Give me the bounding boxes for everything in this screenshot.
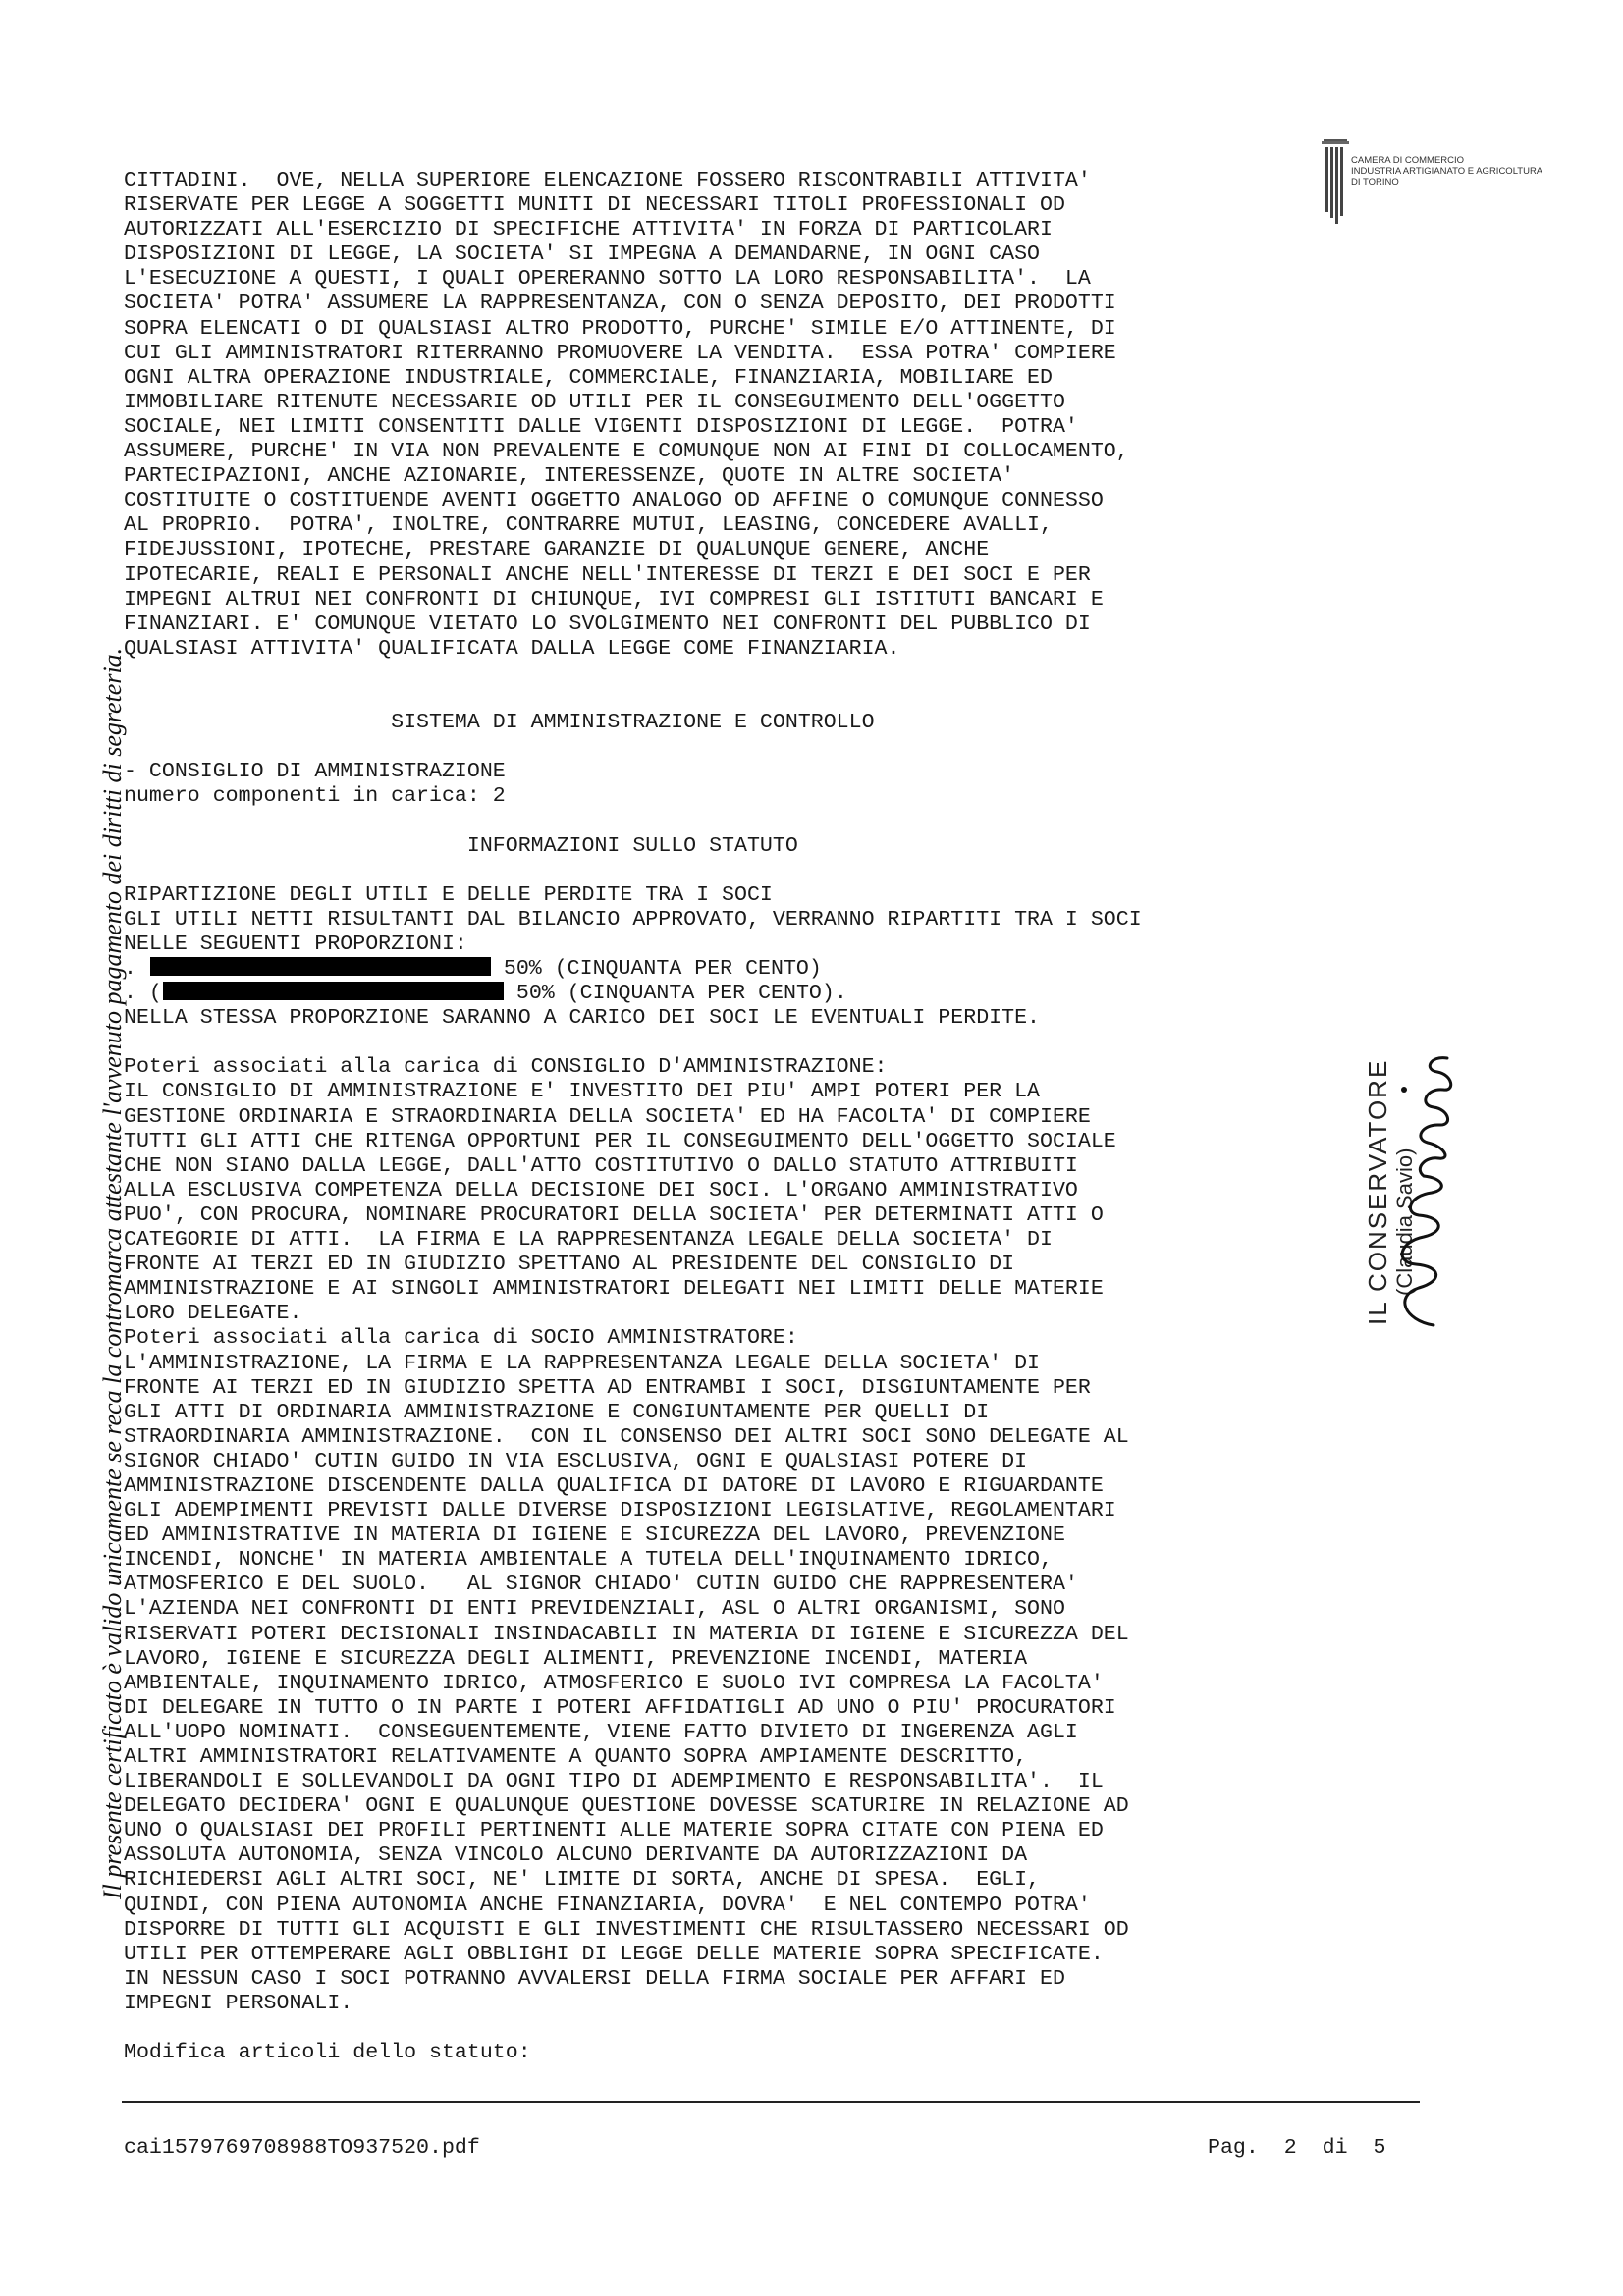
text-line bbox=[124, 2016, 1400, 2041]
text-line: PUO', CON PROCURA, NOMINARE PROCURATORI DELLA SOCIETA' PER DETERMINATI ATTI O bbox=[124, 1202, 1104, 1227]
text-line: SOCIALE, NEI LIMITI CONSENTITI DALLE VIGENTI DISPOSIZIONI DI LEGGE. POTRA' bbox=[124, 414, 1078, 439]
footer-filename: cai1579769708988TO937520.pdf bbox=[124, 2136, 480, 2160]
text-line: AL PROPRIO. POTRA', INOLTRE, CONTRARRE MUTUI, LEASING, CONCEDERE AVALLI, bbox=[124, 513, 1053, 538]
text-line: CUI GLI AMMINISTRATORI RITERRANNO PROMUOVERE LA VENDITA. ESSA POTRA' COMPIERE bbox=[124, 341, 1116, 365]
text-line: L'AZIENDA NEI CONFRONTI DI ENTI PREVIDENZIALI, ASL O ALTRI ORGANISMI, SONO bbox=[124, 1597, 1065, 1622]
footer-page-number bbox=[1208, 2136, 1385, 2160]
text-line: GLI ADEMPIMENTI PREVISTI DALLE DIVERSE DISPOSIZIONI LEGISLATIVE, REGOLAMENTARI bbox=[124, 1499, 1116, 1523]
text-line: IL CONSIGLIO DI AMMINISTRAZIONE E' INVESTITO DEI PIU' AMPI POTERI PER LA bbox=[124, 1080, 1041, 1104]
text-line: LIBERANDOLI E SOLLEVANDOLI DA OGNI TIPO DI ADEMPIMENTO E RESPONSABILITA'. IL bbox=[124, 1770, 1104, 1794]
page-sep: di bbox=[1322, 2136, 1348, 2160]
share-percentage: 50% (CINQUANTA PER CENTO). bbox=[515, 982, 847, 1006]
text-line: AMMINISTRAZIONE E AI SINGOLI AMMINISTRATORI DELEGATI NEI LIMITI DELLE MATERIE bbox=[124, 1277, 1104, 1302]
share-prefix: . bbox=[124, 957, 149, 981]
text-line: COSTITUITE O COSTITUENDE AVENTI OGGETTO ANALOGO OD AFFINE O COMUNQUE CONNESSO bbox=[124, 489, 1104, 513]
text-line: FRONTE AI TERZI ED IN GIUDIZIO SPETTANO AL PRESIDENTE DEL CONSIGLIO DI bbox=[124, 1253, 1015, 1277]
text-line: ALTRI AMMINISTRATORI RELATIVAMENTE A QUANTO SOPRA AMPIAMENTE DESCRITTO, bbox=[124, 1745, 1028, 1769]
text-line: CHE NON SIANO DALLA LEGGE, DALL'ATTO COSTITUTIVO O DALLO STATUTO ATTRIBUITI bbox=[124, 1153, 1078, 1178]
text-line: RISERVATE PER LEGGE A SOGGETTI MUNITI DI NECESSARI TITOLI PROFESSIONALI OD bbox=[124, 193, 1065, 218]
redacted-share-row bbox=[124, 982, 1400, 1006]
text-line: LORO DELEGATE. bbox=[124, 1302, 302, 1326]
text-line: Modifica articoli dello statuto: bbox=[124, 2041, 531, 2065]
page-label: Pag. bbox=[1208, 2136, 1259, 2160]
text-line: SOCIETA' POTRA' ASSUMERE LA RAPPRESENTANZA, CON O SENZA DEPOSITO, DEI PRODOTTI bbox=[124, 292, 1116, 316]
text-line: CATEGORIE DI ATTI. LA FIRMA E LA RAPPRESENTANZA LEGALE DELLA SOCIETA' DI bbox=[124, 1228, 1053, 1253]
text-line: L'AMMINISTRAZIONE, LA FIRMA E LA RAPPRESENTANZA LEGALE DELLA SOCIETA' DI bbox=[124, 1351, 1041, 1375]
text-line: IMMOBILIARE RITENUTE NECESSARIE OD UTILI PER IL CONSEGUIMENTO DELL'OGGETTO bbox=[124, 390, 1065, 414]
text-line: AMMINISTRAZIONE DISCENDENTE DALLA QUALIFICA DI DATORE DI LAVORO E RIGUARDANTE bbox=[124, 1473, 1104, 1498]
document-body bbox=[124, 169, 1400, 2065]
text-line: ASSOLUTA AUTONOMIA, SENZA VINCOLO ALCUNO DERIVANTE DA AUTORIZZAZIONI DA bbox=[124, 1843, 1028, 1868]
text-line: RISERVATI POTERI DECISIONALI INSINDACABILI IN MATERIA DI IGIENE E SICUREZZA DEL bbox=[124, 1622, 1129, 1646]
text-line: QUINDI, CON PIENA AUTONOMIA ANCHE FINANZIARIA, DOVRA' E NEL CONTEMPO POTRA' bbox=[124, 1893, 1091, 1917]
text-line bbox=[124, 735, 1400, 760]
logo-line-1: CAMERA DI COMMERCIO bbox=[1351, 155, 1465, 166]
text-line: UNO O QUALSIASI DEI PROFILI PERTINENTI ALLE MATERIE SOPRA CITATE CON PIENA ED bbox=[124, 1819, 1104, 1843]
text-line: SISTEMA DI AMMINISTRAZIONE E CONTROLLO bbox=[124, 711, 875, 735]
text-line: GESTIONE ORDINARIA E STRAORDINARIA DELLA SOCIETA' ED HA FACOLTA' DI COMPIERE bbox=[124, 1104, 1091, 1129]
text-line: numero componenti in carica: 2 bbox=[124, 784, 506, 809]
text-line: UTILI PER OTTEMPERARE AGLI OBBLIGHI DI LEGGE DELLE MATERIE SOPRA SPECIFICATE. bbox=[124, 1942, 1104, 1966]
text-line bbox=[124, 859, 1400, 883]
text-line: DISPOSIZIONI DI LEGGE, LA SOCIETA' SI IMPEGNA A DEMANDARNE, IN OGNI CASO bbox=[124, 242, 1041, 267]
text-line: ALL'UOPO NOMINATI. CONSEGUENTEMENTE, VIENE FATTO DIVIETO DI INGERENZA AGLI bbox=[124, 1720, 1078, 1744]
redaction-bar bbox=[150, 957, 491, 976]
text-line: NELLE SEGUENTI PROPORZIONI: bbox=[124, 932, 467, 956]
text-line bbox=[124, 662, 1400, 686]
text-line bbox=[124, 686, 1400, 711]
text-line: STRAORDINARIA AMMINISTRAZIONE. CON IL CONSENSO DEI ALTRI SOCI SONO DELEGATE AL bbox=[124, 1424, 1129, 1449]
text-line: TUTTI GLI ATTI CHE RITENGA OPPORTUNI PER IL CONSEGUIMENTO DELL'OGGETTO SOCIALE bbox=[124, 1129, 1116, 1153]
logo-line-2: INDUSTRIA ARTIGIANATO E AGRICOLTURA bbox=[1351, 166, 1543, 177]
text-line: GLI ATTI DI ORDINARIA AMMINISTRAZIONE E CONGIUNTAMENTE PER QUELLI DI bbox=[124, 1400, 990, 1424]
text-line: IPOTECARIE, REALI E PERSONALI ANCHE NELL'INTERESSE DI TERZI E DEI SOCI E PER bbox=[124, 562, 1091, 587]
stamp-name: (Claudia Savio) bbox=[1392, 1148, 1417, 1296]
text-line: QUALSIASI ATTIVITA' QUALIFICATA DALLA LEGGE COME FINANZIARIA. bbox=[124, 636, 900, 661]
handwritten-signature-icon bbox=[1365, 1031, 1473, 1345]
text-line: FRONTE AI TERZI ED IN GIUDIZIO SPETTA AD ENTRAMBI I SOCI, DISGIUNTAMENTE PER bbox=[124, 1375, 1091, 1400]
text-line: SIGNOR CHIADO' CUTIN GUIDO IN VIA ESCLUSIVA, OGNI E QUALSIASI POTERE DI bbox=[124, 1449, 1028, 1473]
redaction-bar bbox=[163, 982, 504, 1000]
text-line: OGNI ALTRA OPERAZIONE INDUSTRIALE, COMMERCIALE, FINANZIARIA, MOBILIARE ED bbox=[124, 365, 1053, 390]
side-note: Il presente certificato è valido unicamente se reca la contromarca attestante l'avvenuto pagamento dei diritti di segreteria. bbox=[98, 647, 127, 1899]
text-line: IN NESSUN CASO I SOCI POTRANNO AVVALERSI DELLA FIRMA SOCIALE PER AFFARI ED bbox=[124, 1966, 1065, 1991]
text-line bbox=[124, 1031, 1400, 1055]
text-line bbox=[124, 809, 1400, 833]
text-line: L'ESECUZIONE A QUESTI, I QUALI OPERERANNO SOTTO LA LORO RESPONSABILITA'. LA bbox=[124, 267, 1091, 292]
share-prefix: . ( bbox=[124, 982, 162, 1006]
text-line: RICHIEDERSI AGLI ALTRI SOCI, NE' LIMITE DI SORTA, ANCHE DI SPESA. EGLI, bbox=[124, 1868, 1041, 1893]
text-line: NELLA STESSA PROPORZIONE SARANNO A CARICO DEI SOCI LE EVENTUALI PERDITE. bbox=[124, 1006, 1041, 1031]
text-line: IMPEGNI PERSONALI. bbox=[124, 1991, 353, 2015]
text-line: INFORMAZIONI SULLO STATUTO bbox=[124, 833, 798, 858]
stamp-title: IL CONSERVATORE bbox=[1363, 1058, 1392, 1325]
text-line: PARTECIPAZIONI, ANCHE AZIONARIE, INTERESSENZE, QUOTE IN ALTRE SOCIETA' bbox=[124, 464, 1015, 489]
text-line: RIPARTIZIONE DEGLI UTILI E DELLE PERDITE TRA I SOCI bbox=[124, 882, 773, 907]
text-line: DISPORRE DI TUTTI GLI ACQUISTI E GLI INVESTIMENTI CHE RISULTASSERO NECESSARI OD bbox=[124, 1917, 1129, 1942]
text-line: FIDEJUSSIONI, IPOTECHE, PRESTARE GARANZIE DI QUALUNQUE GENERE, ANCHE bbox=[124, 538, 990, 562]
text-line: - CONSIGLIO DI AMMINISTRAZIONE bbox=[124, 760, 506, 784]
text-line: CITTADINI. OVE, NELLA SUPERIORE ELENCAZIONE FOSSERO RISCONTRABILI ATTIVITA' bbox=[124, 169, 1091, 192]
text-line: IMPEGNI ALTRUI NEI CONFRONTI DI CHIUNQUE, IVI COMPRESI GLI ISTITUTI BANCARI E bbox=[124, 587, 1104, 612]
text-line: SOPRA ELENCATI O DI QUALSIASI ALTRO PRODOTTO, PURCHE' SIMILE E/O ATTINENTE, DI bbox=[124, 316, 1116, 341]
text-line: AUTORIZZATI ALL'ESERCIZIO DI SPECIFICHE ATTIVITA' IN FORZA DI PARTICOLARI bbox=[124, 218, 1053, 242]
text-line: GLI UTILI NETTI RISULTANTI DAL BILANCIO APPROVATO, VERRANNO RIPARTITI TRA I SOCI bbox=[124, 907, 1142, 932]
text-line: ASSUMERE, PURCHE' IN VIA NON PREVALENTE E COMUNQUE NON AI FINI DI COLLOCAMENTO, bbox=[124, 440, 1129, 464]
text-line: ALLA ESCLUSIVA COMPETENZA DELLA DECISIONE DEI SOCI. L'ORGANO AMMINISTRATIVO bbox=[124, 1178, 1078, 1202]
text-line: DI DELEGARE IN TUTTO O IN PARTE I POTERI AFFIDATIGLI AD UNO O PIU' PROCURATORI bbox=[124, 1695, 1116, 1720]
text-line: ED AMMINISTRATIVE IN MATERIA DI IGIENE E SICUREZZA DEL LAVORO, PREVENZIONE bbox=[124, 1523, 1065, 1548]
text-line: Poteri associati alla carica di CONSIGLIO D'AMMINISTRAZIONE: bbox=[124, 1055, 888, 1080]
text-line: DELEGATO DECIDERA' OGNI E QUALUNQUE QUESTIONE DOVESSE SCATURIRE IN RELAZIONE AD bbox=[124, 1794, 1129, 1819]
share-percentage: 50% (CINQUANTA PER CENTO) bbox=[503, 957, 822, 981]
page-total: 5 bbox=[1373, 2136, 1386, 2160]
footer-divider bbox=[122, 2101, 1420, 2103]
text-line: FINANZIARI. E' COMUNQUE VIETATO LO SVOLGIMENTO NEI CONFRONTI DEL PUBBLICO DI bbox=[124, 612, 1091, 636]
redacted-share-row bbox=[124, 957, 1400, 982]
text-line: Poteri associati alla carica di SOCIO AMMINISTRATORE: bbox=[124, 1326, 798, 1351]
text-line: ATMOSFERICO E DEL SUOLO. AL SIGNOR CHIADO' CUTIN GUIDO CHE RAPPRESENTERA' bbox=[124, 1573, 1078, 1597]
page-current: 2 bbox=[1283, 2136, 1297, 2160]
logo-line-3: DI TORINO bbox=[1351, 177, 1399, 187]
text-line: AMBIENTALE, INQUINAMENTO IDRICO, ATMOSFERICO E SUOLO IVI COMPRESA LA FACOLTA' bbox=[124, 1671, 1104, 1695]
text-line: LAVORO, IGIENE E SICUREZZA DEGLI ALIMENTI, PREVENZIONE INCENDI, MATERIA bbox=[124, 1646, 1028, 1671]
text-line: INCENDI, NONCHE' IN MATERIA AMBIENTALE A TUTELA DELL'INQUINAMENTO IDRICO, bbox=[124, 1548, 1053, 1573]
